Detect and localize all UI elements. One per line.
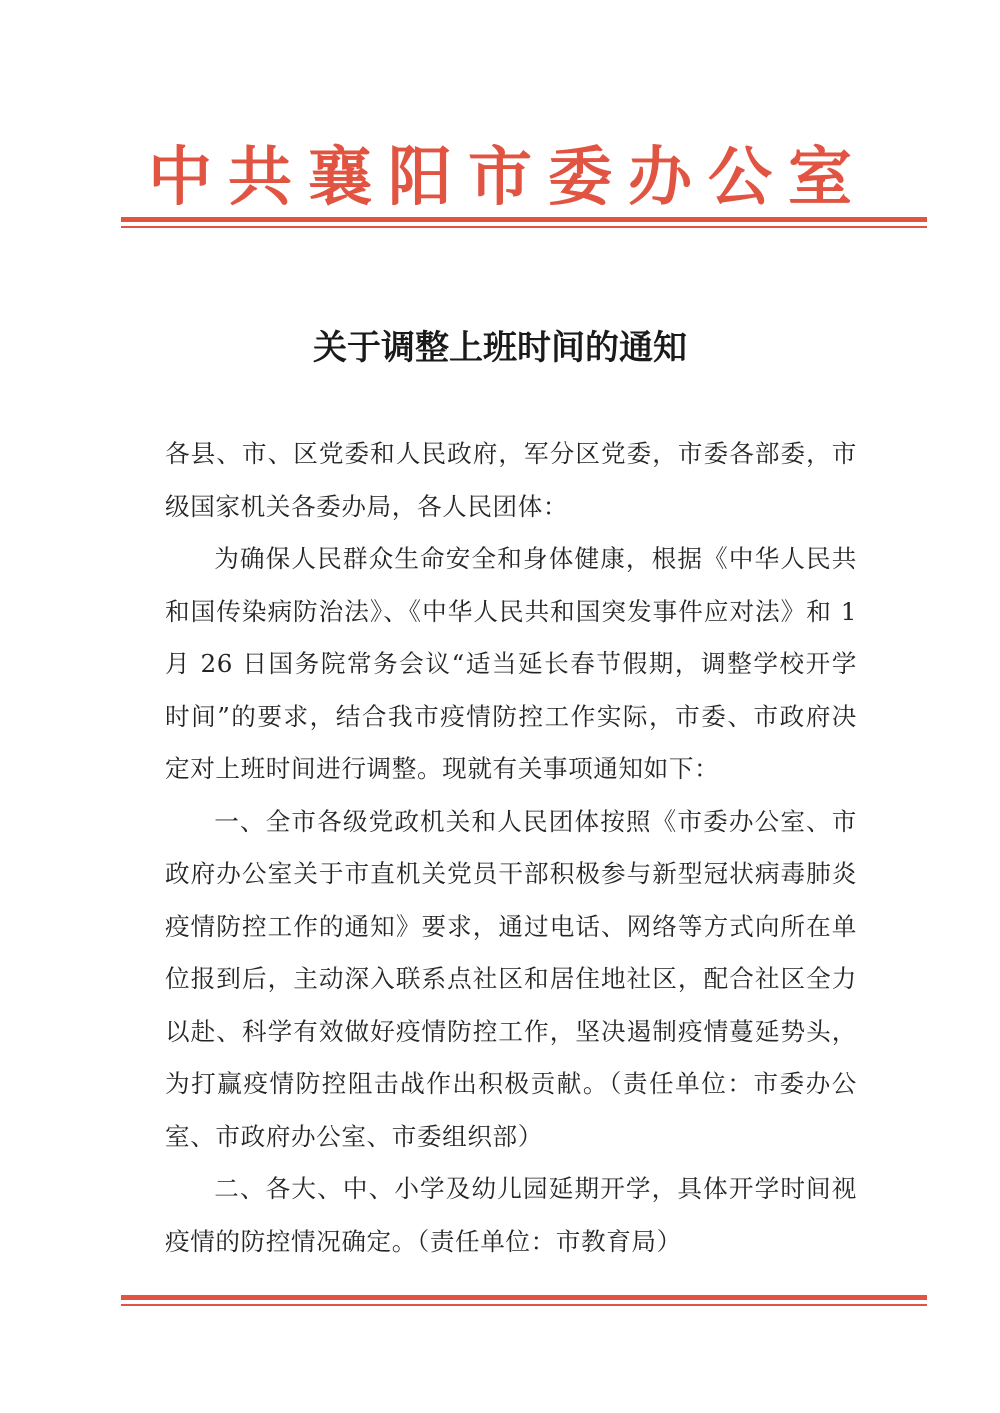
- footer-rule-thick-line: [121, 1295, 927, 1300]
- red-rule-thin-line: [121, 226, 927, 228]
- document-body: [165, 428, 857, 1268]
- letterhead-red-rule: [121, 217, 927, 231]
- document-title: 关于调整上班时间的通知: [313, 328, 687, 368]
- body-paragraph-item-1: 一、全市各级党政机关和人民团体按照《市委办公室、市政府办公室关于市直机关党员干部积极参与新型冠状病毒肺炎疫情防控工作的通知》要求，通过电话、网络等方式向所在单位报到后，主动深入联系点社区和居住地社区，配合社区全力以赴、科学有效做好疫情防控工作，坚决遏制疫情蔓延势头，为打赢疫情防控阻击战作出积极贡献。（责任单位：市委办公室、市政府办公室、市委组织部）: [165, 806, 857, 1151]
- letterhead-org-name: 中共襄阳市委办公室: [148, 140, 868, 215]
- footer-red-rule: [121, 1295, 927, 1309]
- addressee-line: 各县、市、区党委和人民政府，军分区党委，市委各部委，市级国家机关各委办局，各人民团体：: [165, 439, 857, 521]
- red-rule-thick-line: [121, 217, 927, 222]
- body-paragraph-intro: 为确保人民群众生命安全和身体健康，根据《中华人民共和国传染病防治法》、《中华人民共和国突发事件应对法》和 1 月 26 日国务院常务会议“适当延长春节假期，调整学校开学时间”的要求，结合我市疫情防控工作实际，市委、市政府决定对上班时间进行调整。现就有关事项通知如下：: [165, 544, 857, 783]
- body-paragraph-item-2: 二、各大、中、小学及幼儿园延期开学，具体开学时间视疫情的防控情况确定。（责任单位：市教育局）: [165, 1174, 857, 1256]
- footer-rule-thin-line: [121, 1304, 927, 1306]
